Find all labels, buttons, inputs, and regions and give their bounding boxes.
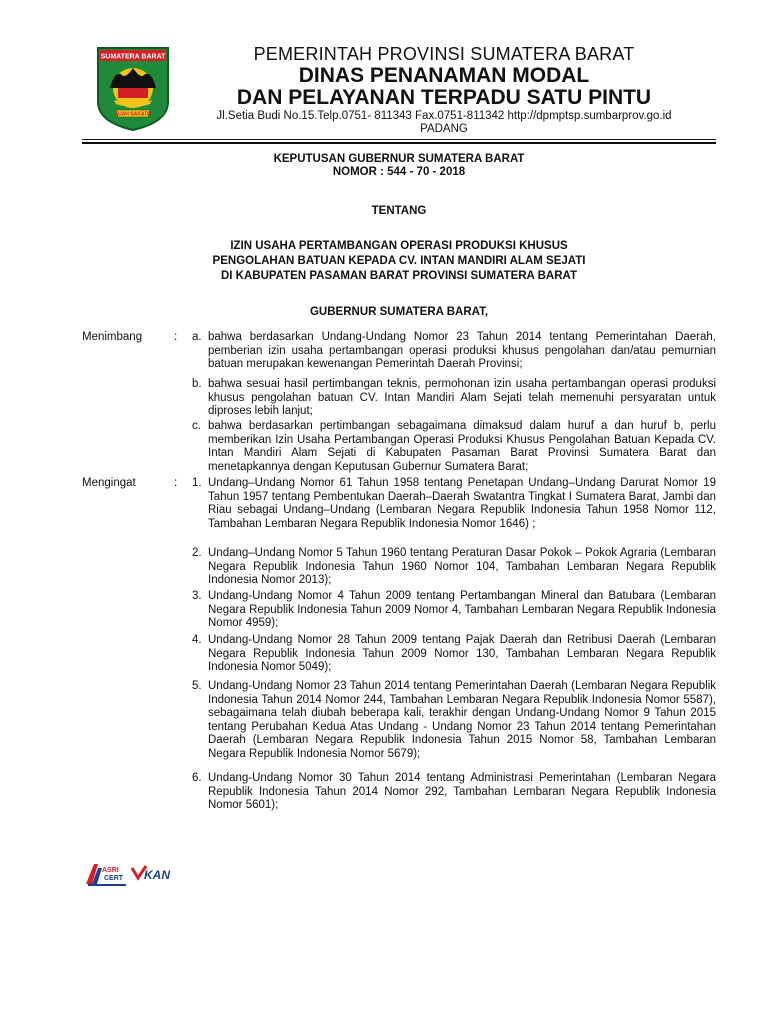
- item-marker: 2.: [192, 547, 202, 559]
- agency-name-line1: DINAS PENANAMAN MODAL: [298, 64, 590, 87]
- item-text: bahwa berdasarkan Undang-Undang Nomor 23 Tahun 2014 tentang Pemerintahan Daerah, pemberian izin usaha pertambangan operasi produksi khusus pengolahan dan/atau pemurnian batuan merupakan kewenangan Pemerintah Daerah Provinsi;: [208, 331, 716, 370]
- menimbang-item: [192, 378, 716, 419]
- item-marker: a.: [192, 331, 202, 343]
- mengingat-label: Mengingat: [82, 477, 136, 489]
- governor-heading: GUBERNUR SUMATERA BARAT,: [309, 306, 489, 318]
- item-text: Undang-Undang Nomor 28 Tahun 2009 tentang Pajak Daerah dan Retribusi Daerah (Lembaran Negara Republik Indonesia Tahun 2009 Nomor 130, Tambahan Lembaran Negara Republik Indonesia Nomor 5049);: [208, 634, 716, 673]
- item-marker: 5.: [192, 680, 202, 692]
- item-text: Undang–Undang Nomor 5 Tahun 1960 tentang Peraturan Dasar Pokok – Pokok Agraria (Lembaran Negara Republik Indonesia Tahun 1960 Nomor 104, Tambahan Lembaran Negara Republik Indonesia Nomor 2013);: [208, 547, 716, 586]
- agency-address: Jl.Setia Budi No.15.Telp.0751- 811343 Fax.0751-811342 http://dpmptsp.sumbarprov.go.id: [216, 110, 672, 122]
- agency-name-line2: DAN PELAYANAN TERPADU SATU PINTU: [236, 86, 652, 109]
- svg-text:ASRI: ASRI: [102, 867, 119, 874]
- item-text: Undang-Undang Nomor 23 Tahun 2014 tentang Pemerintahan Daerah (Lembaran Negara Republik Indonesia Tahun 2014 Nomor 244, Tambahan Lembaran Negara Republik Indonesia Nomor 5587), sebagaimana telah diubah beberapa kali, terakhir dengan Undang-Undang Nomor 9 Tahun 2015 tentang Perubahan Kedua Atas Undang - Undang Nomor 23 Tahun 2014 tentang Pemerintahan Daerah (Lembaran Negara Republik Indonesia Tahun 2015 Nomor 58, Tambahan Lembaran Negara Republik Indonesia Nomor 5679);: [208, 680, 716, 760]
- item-text: Undang–Undang Nomor 61 Tahun 1958 tentang Penetapan Undang–Undang Darurat Nomor 19 Tahun 1957 tentang Pembentukan Daerah–Daerah Swatantra Tingkat I Sumatera Barat, Jambi dan Riau sebagai Undang–Undang (Lembaran Negara Republik Indonesia Tahun 1958 Nomor 112, Tambahan Lembaran Negara Republik Indonesia Nomor 1646) ;: [208, 477, 716, 530]
- item-text: bahwa sesuai hasil pertimbangan teknis, permohonan izin usaha pertambangan operasi produksi khusus pengolahan batuan CV. Intan Mandiri Alam Sejati telah memenuhi persyaratan untuk diproses lebih lanjut;: [208, 378, 716, 417]
- item-text: bahwa berdasarkan pertimbangan sebagaimana dimaksud dalam huruf a dan huruf b, perlu memberikan Izin Usaha Pertambangan Operasi Produksi Khusus Pengolahan Batuan Kepada CV. Intan Mandiri Alam Sejati di Kabupaten Pasaman Barat Provinsi Sumatera Barat dan menetapkannya dengan Keputusan Gubernur Sumatera Barat;: [208, 420, 716, 473]
- logo-motto-text: TUAH SAKATO: [115, 111, 151, 118]
- menimbang-label: Menimbang: [82, 331, 143, 343]
- certification-logos: [84, 860, 194, 888]
- item-text: Undang-Undang Nomor 30 Tahun 2014 tentang Administrasi Pemerintahan (Lembaran Negara Republik Indonesia Tahun 2014 Nomor 292, Tambahan Lembaran Negara Republik Indonesia Nomor 5601);: [208, 772, 716, 811]
- decree-number: NOMOR : 544 - 70 - 2018: [332, 166, 466, 178]
- mengingat-colon: :: [174, 477, 178, 489]
- kan-logo: [132, 866, 170, 882]
- menimbang-item: [192, 420, 716, 474]
- item-marker: 3.: [192, 590, 202, 602]
- decree-subject-line: PENGOLAHAN BATUAN KEPADA CV. INTAN MANDIRI ALAM SEJATI: [212, 255, 586, 267]
- mengingat-item: [192, 772, 716, 813]
- item-marker: 4.: [192, 634, 202, 646]
- letterhead-divider-thick: [82, 142, 716, 144]
- sumatera-barat-coat-of-arms-logo: [94, 44, 172, 132]
- mengingat-item: [192, 590, 716, 631]
- mengingat-item: [192, 680, 716, 761]
- item-marker: c.: [192, 420, 201, 432]
- item-marker: 1.: [192, 477, 202, 489]
- decree-tentang-heading: TENTANG: [371, 205, 427, 217]
- mengingat-item: [192, 634, 716, 675]
- item-marker: b.: [192, 378, 202, 390]
- item-text: Undang-Undang Nomor 4 Tahun 2009 tentang Pertambangan Mineral dan Batubara (Lembaran Negara Republik Indonesia Tahun 2009 Nomor 4, Tambahan Lembaran Negara Republik Indonesia Nomor 4959);: [208, 590, 716, 629]
- mengingat-item: [192, 547, 716, 588]
- agency-city: PADANG: [420, 123, 468, 135]
- mengingat-item: [192, 477, 716, 531]
- menimbang-colon: :: [174, 331, 178, 343]
- government-name: PEMERINTAH PROVINSI SUMATERA BARAT: [253, 44, 635, 64]
- menimbang-item: [192, 331, 716, 372]
- logo-banner-text: SUMATERA BARAT: [100, 53, 166, 61]
- decree-subject-line: IZIN USAHA PERTAMBANGAN OPERASI PRODUKSI KHUSUS: [230, 240, 568, 252]
- item-marker: 6.: [192, 772, 202, 784]
- letterhead-divider-thin: [82, 139, 716, 140]
- decree-title: KEPUTUSAN GUBERNUR SUMATERA BARAT: [273, 153, 525, 165]
- svg-text:KAN: KAN: [144, 868, 170, 882]
- svg-text:CERT: CERT: [104, 875, 124, 882]
- asri-cert-logo: [86, 864, 126, 886]
- decree-subject-line: DI KABUPATEN PASAMAN BARAT PROVINSI SUMATERA BARAT: [220, 270, 578, 282]
